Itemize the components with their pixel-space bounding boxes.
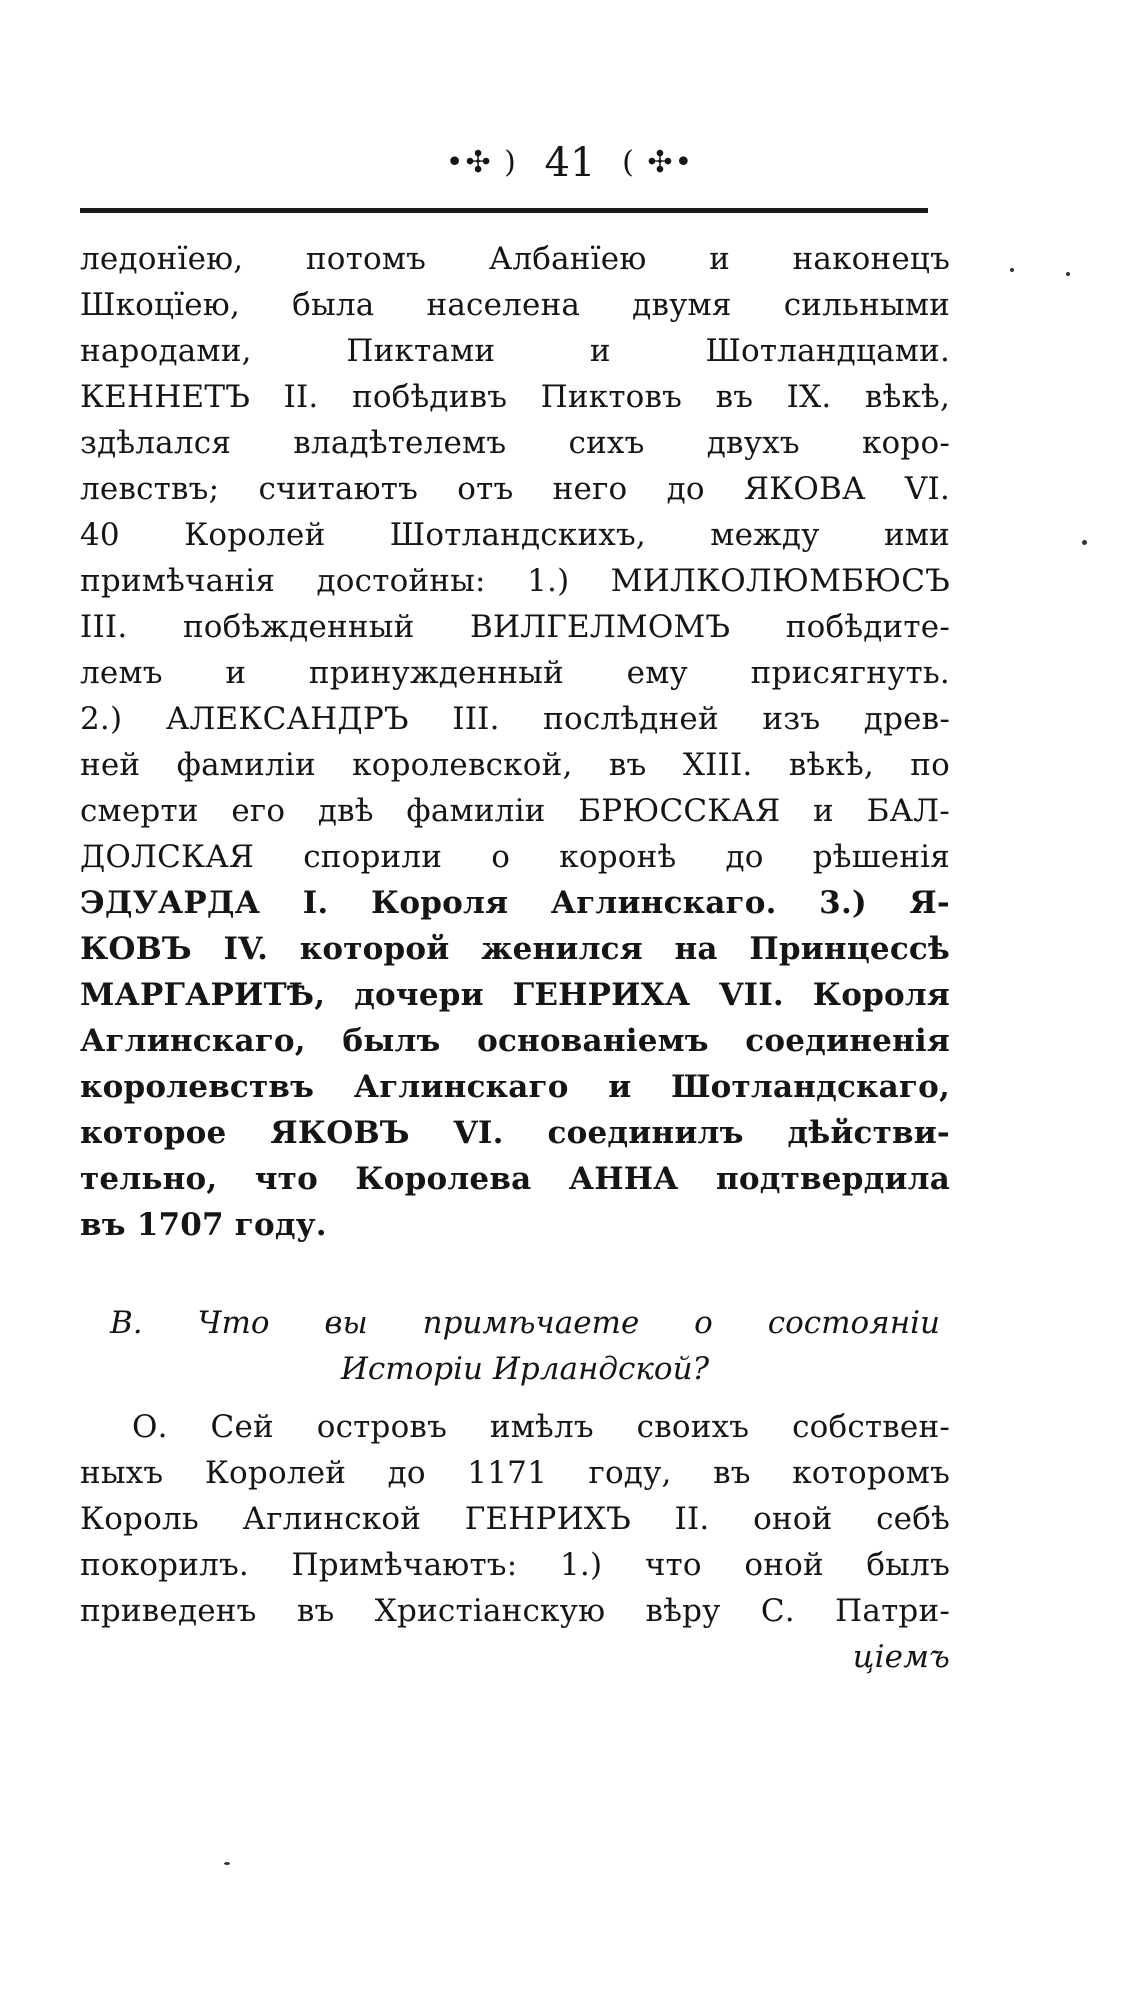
print-speck	[1082, 540, 1087, 545]
text-line: ныхъ Королей до 1171 году, въ которомъ	[80, 1455, 950, 1491]
ornament-left-icon: •✣ )	[445, 145, 518, 180]
text-line: приведенъ въ Христіанскую вѣру С. Патри-	[80, 1593, 950, 1629]
ornament-right-icon: ( ✣•	[622, 145, 695, 180]
catchword: ціемъ	[852, 1639, 950, 1675]
text-line: примѣчанія достойны: 1.) МИЛКОЛЮМБЮСЪ	[80, 563, 950, 599]
text-line: 2.) АЛЕКСАНДРЪ III. послѣдней изъ древ-	[80, 701, 950, 737]
text-line: Аглинскаго, былъ основаніемъ соединенія	[80, 1023, 950, 1059]
text-line: Король Аглинской ГЕНРИХЪ II. оной себѣ	[80, 1501, 950, 1537]
text-line: III. побѣжденный ВИЛГЕЛМОМЪ побѣдите-	[80, 609, 950, 645]
text-line: МАРГАРИТѢ, дочери ГЕНРИХА VII. Короля	[80, 977, 950, 1013]
text-line: королевствъ Аглинскаго и Шотландскаго,	[80, 1069, 950, 1105]
text-line: которое ЯКОВЪ VI. соединилъ дѣйстви-	[80, 1115, 950, 1151]
text-line: смерти его двѣ фамиліи БРЮССКАЯ и БАЛ-	[80, 793, 950, 829]
text-line: О. Сей островъ имѣлъ своихъ собствен-	[132, 1409, 950, 1445]
text-line: тельно, что Королева АННА подтвердила	[80, 1161, 950, 1197]
question-line: Исторіи Ирландской?	[340, 1351, 710, 1387]
text-line: народами, Пиктами и Шотландцами.	[80, 333, 950, 369]
print-speck	[224, 1862, 230, 1865]
text-line: КОВЪ IV. которой женился на Принцессѣ	[80, 931, 950, 967]
question-heading	[110, 1300, 940, 1392]
page-header	[0, 138, 1140, 188]
page-number: 41	[544, 140, 596, 186]
text-line: ЭДУАРДА I. Короля Аглинскаго. 3.) Я-	[80, 885, 950, 921]
text-line: Шкоцїею, была населена двумя сильными	[80, 287, 950, 323]
main-paragraph	[80, 236, 950, 1248]
answer-paragraph	[80, 1404, 950, 1680]
text-line: покорилъ. Примѣчаютъ: 1.) что оной былъ	[80, 1547, 950, 1583]
header-rule	[80, 208, 928, 213]
text-line: лемъ и принужденный ему присягнуть.	[80, 655, 950, 691]
text-line: левствъ; считаютъ отъ него до ЯКОВА VI.	[80, 471, 950, 507]
text-line: ледонїею, потомъ Албанїею и наконецъ	[80, 241, 950, 277]
text-line: 40 Королей Шотландскихъ, между ими	[80, 517, 950, 553]
text-line: ней фамиліи королевской, въ XIII. вѣкѣ, по	[80, 747, 950, 783]
print-speck	[1010, 268, 1014, 272]
text-line: въ 1707 году.	[80, 1207, 327, 1243]
print-speck	[1066, 272, 1070, 276]
question-line: В. Что вы примѣчаете о состояніи	[110, 1305, 940, 1341]
text-line: КЕННЕТЪ II. побѣдивъ Пиктовъ въ IX. вѣкѣ,	[80, 379, 950, 415]
text-line: здѣлался владѣтелемъ сихъ двухъ коро-	[80, 425, 950, 461]
text-line: ДОЛСКАЯ спорили о коронѣ до рѣшенія	[80, 839, 950, 875]
